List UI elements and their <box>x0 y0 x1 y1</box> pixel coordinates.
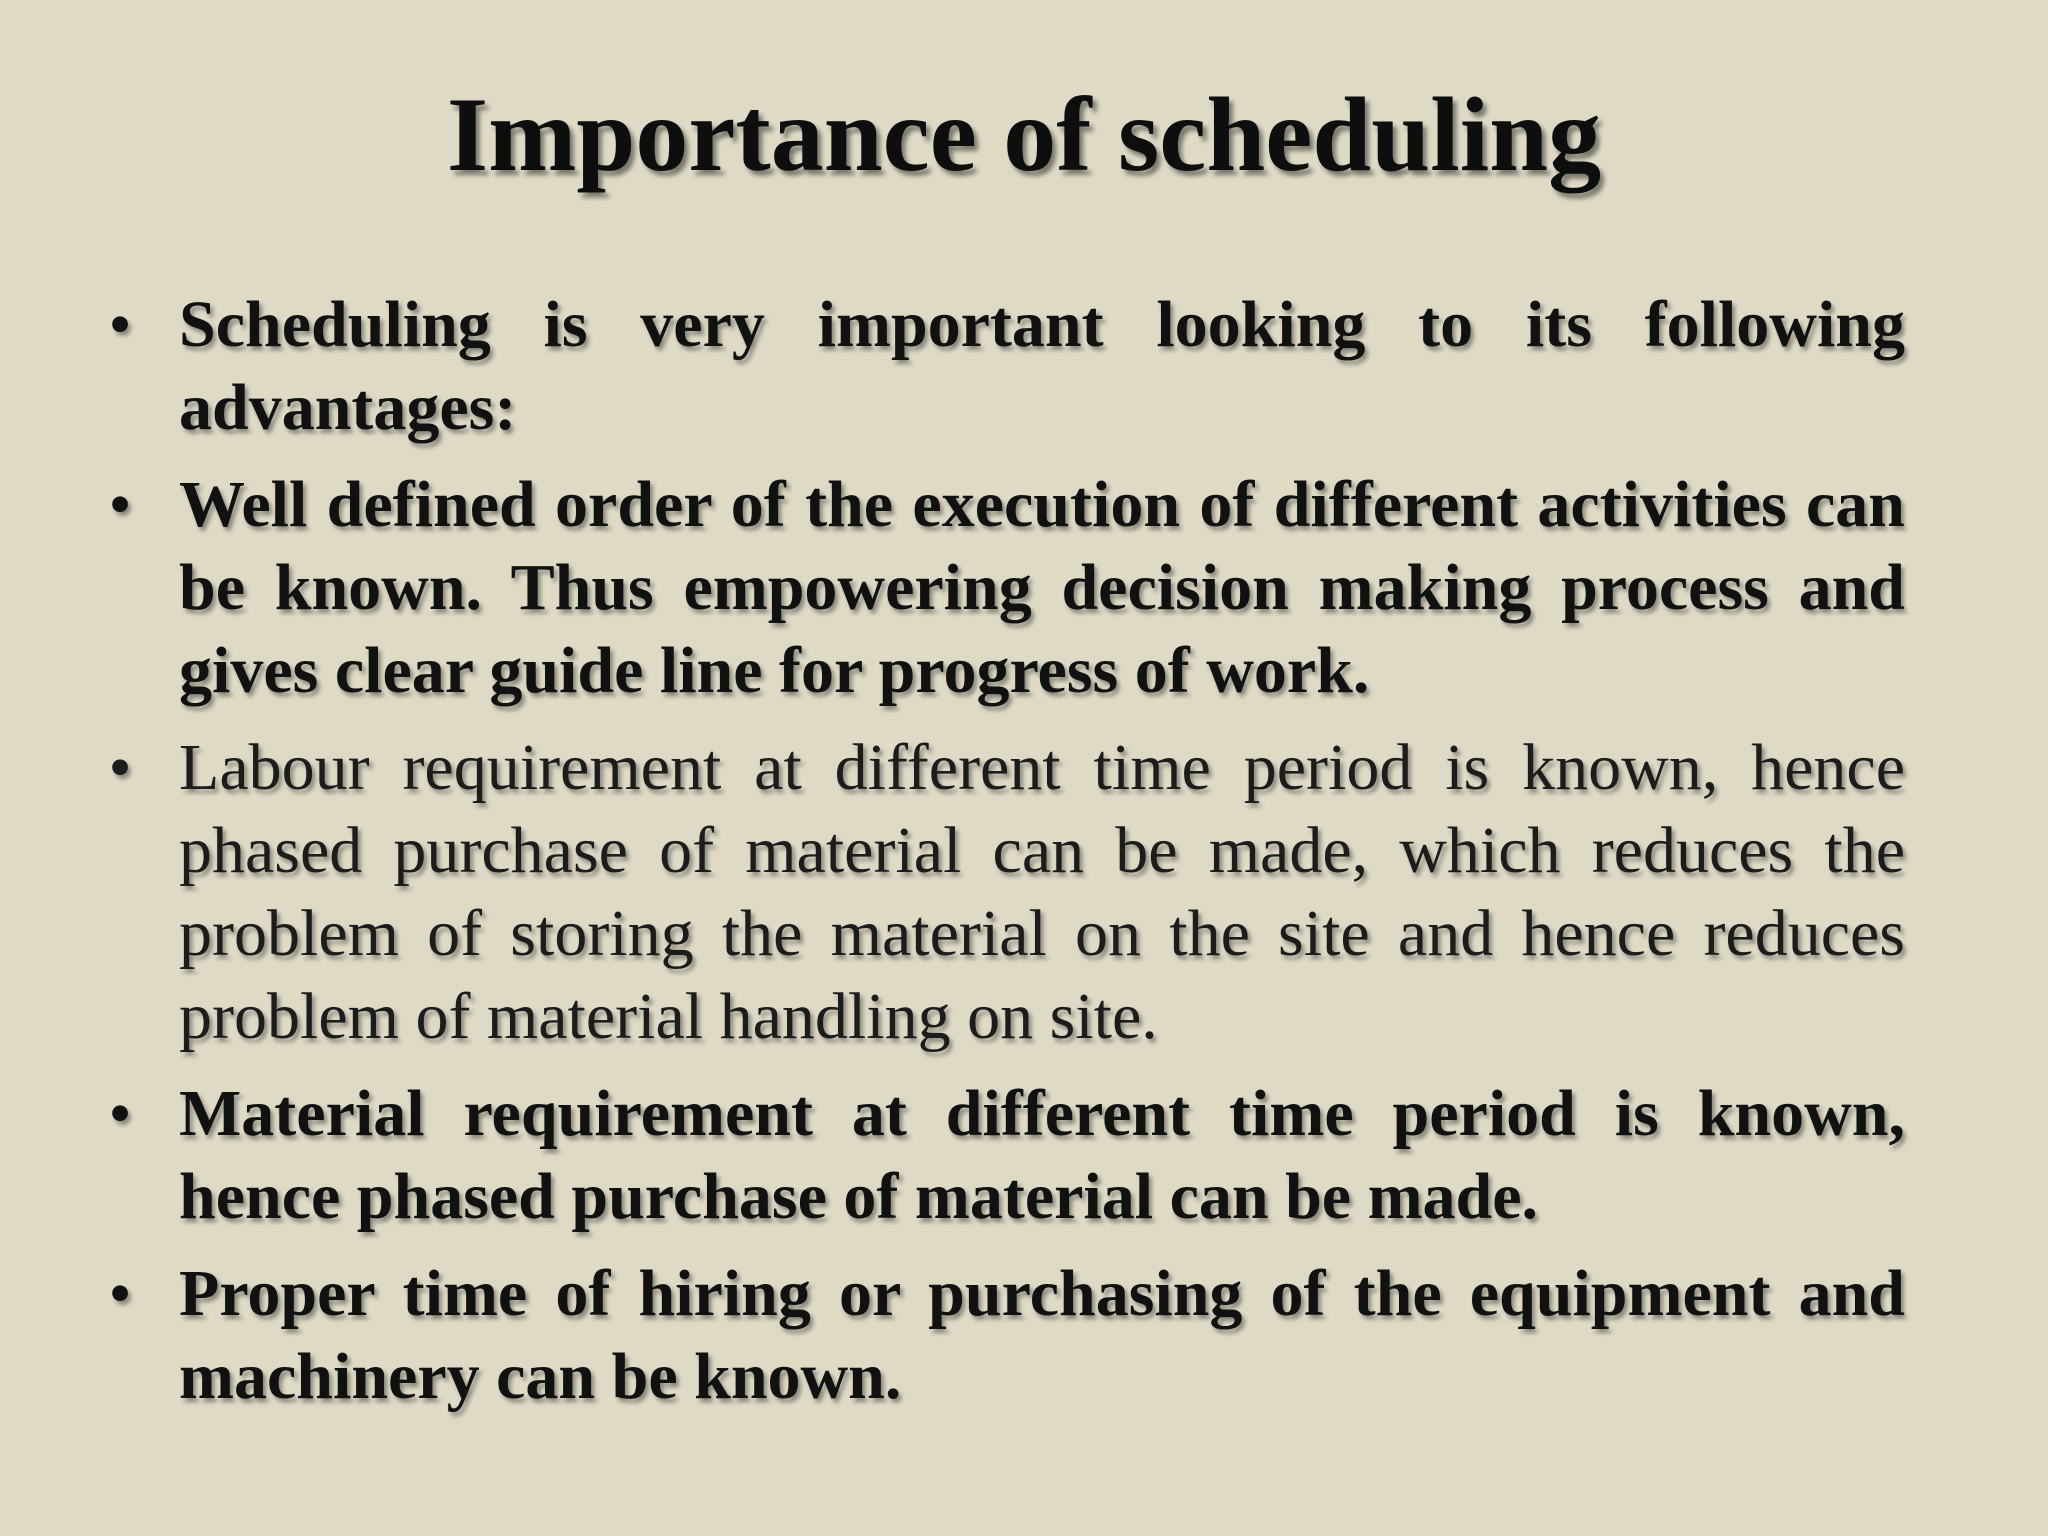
bullet-item-labour-requirement <box>100 726 1905 1058</box>
bullet-item-advantages <box>100 283 1905 449</box>
bullet-dot: • <box>108 1077 132 1150</box>
bullet-dot: • <box>108 288 132 361</box>
bullet-item-order-of-execution <box>100 463 1905 712</box>
slide-title: Importance of scheduling <box>446 76 1602 193</box>
bullet-text: Proper time of hiring or purchasing of the equipment and machinery can be known. <box>179 1257 1905 1413</box>
bullet-text: Well defined order of the execution of different activities can be known. Thus empowering decision making process and gives clear guide line for progress of work. <box>179 468 1905 707</box>
bullet-dot: • <box>108 1257 132 1330</box>
bullet-text: Labour requirement at different time period is known, hence phased purchase of material can be made, which reduces the problem of storing the material on the site and hence reduces problem of material handling on site. <box>179 731 1905 1053</box>
bullet-dot: • <box>108 468 132 541</box>
bullet-text: Scheduling is very important looking to its following advantages: <box>179 288 1905 444</box>
bullet-item-material-requirement <box>100 1072 1905 1238</box>
bullet-text: Material requirement at different time period is known, hence phased purchase of material can be made. <box>179 1077 1905 1233</box>
bullet-item-equipment-hiring <box>100 1252 1905 1418</box>
bullet-list <box>100 283 1905 1432</box>
bullet-dot: • <box>108 731 132 804</box>
